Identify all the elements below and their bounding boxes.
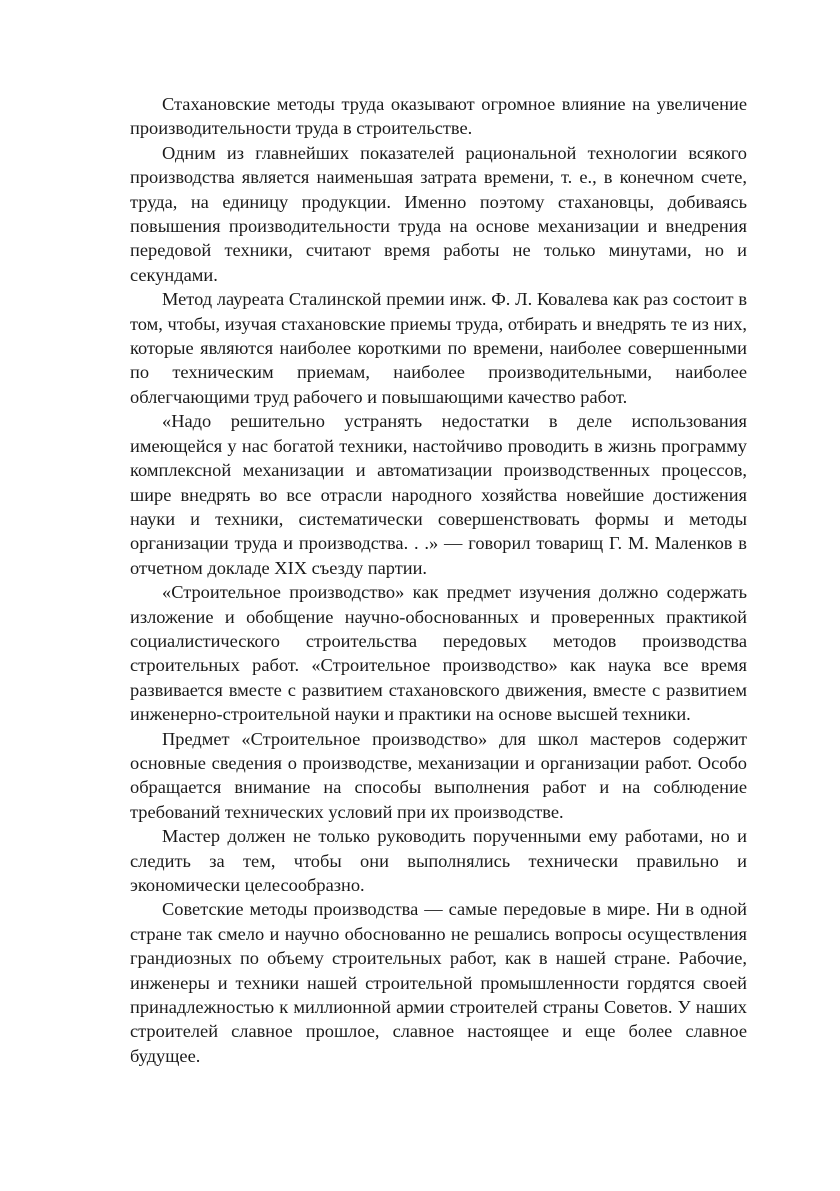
paragraph-2: Одним из главнейших показателей рациональной технологии всякого производства является наименьшая затрата времени, т. е., в конечном счете, труда, на единицу продукции. Именно поэтому стахановцы, добиваясь повышения производительности труда на основе механизации и внедрения передовой техники, считают время работы не только минутами, но и секундами. [130,142,747,285]
paragraph-8: Советские методы производства — самые передовые в мире. Ни в одной стране так смело и научно обоснованно не решались вопросы осуществления грандиозных по объему строительных работ, как в нашей стране. Рабочие, инженеры и техники нашей строительной промышленности гордятся своей принадлежностью к миллионной армии строителей страны Советов. У наших строителей славное прошлое, славное настоящее и еще более славное будущее. [130,899,747,1066]
paragraph-3: Метод лауреата Сталинской премии инж. Ф. Л. Ковалева как раз состоит в том, чтобы, изучая стахановские приемы труда, отбирать и внедрять те из них, которые являются наиболее короткими по времени, наиболее совершенными по техническим приемам, наиболее производительными, наиболее облегчающими труд рабочего и повышающими качество работ. [130,289,747,407]
paragraph-6: Предмет «Строительное производство» для школ мастеров содержит основные сведения о производстве, механизации и организации работ. Особо обращается внимание на способы выполнения работ и на соблюдение требований технических условий при их производстве. [130,728,747,822]
paragraph-7: Мастер должен не только руководить порученными ему работами, но и следить за тем, чтобы они выполнялись технически правильно и экономически целесообразно. [130,826,747,895]
paragraph-4: «Надо решительно устранять недостатки в деле использования имеющейся у нас богатой техники, настойчиво проводить в жизнь программу комплексной механизации и автоматизации производственных процессов, шире внедрять во все отрасли народного хозяйства новейшие достижения науки и техники, систематически совершенствовать формы и методы организации труда и производства. . .» — говорил товарищ Г. М. Маленков в отчетном докладе XIX съезду партии. [130,411,747,578]
page-body [130,92,747,1068]
paragraph-5: «Строительное производство» как предмет изучения должно содержать изложение и обобщение научно-обоснованных и проверенных практикой социалистического строительства передовых методов производства строительных работ. «Строительное производство» как наука все время развивается вместе с развитием стахановского движения, вместе с развитием инженерно-строительной науки и практики на основе высшей техники. [130,582,747,725]
paragraph-1: Стахановские методы труда оказывают огромное влияние на увеличение производительности труда в строительстве. [130,94,747,139]
